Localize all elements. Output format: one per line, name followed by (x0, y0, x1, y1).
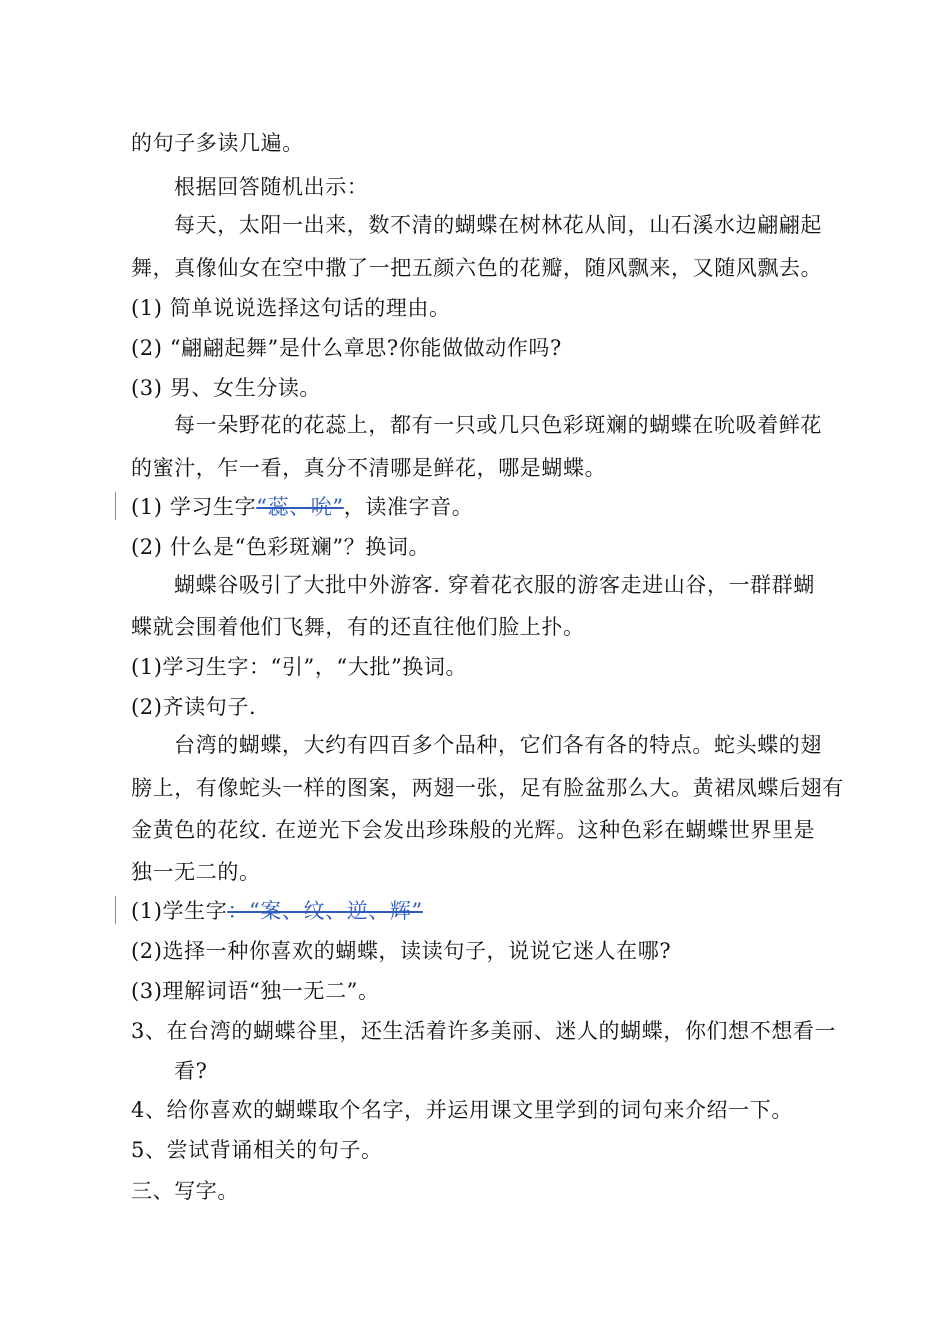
numbered-item: 5、尝试背诵相关的句子。 (131, 1138, 383, 1162)
numbered-item: 4、给你喜欢的蝴蝶取个名字，并运用课文里学到的词句来介绍一下。 (131, 1098, 793, 1122)
passage-line: 舞，真像仙女在空中撒了一把五颜六色的花瓣，随风飘来，又随风飘去。 (131, 256, 823, 280)
list-item-text: (1) 学习生字 (131, 495, 257, 519)
list-item: (2) “翩翩起舞”是什么章思?你能做做动作吗? (131, 336, 562, 360)
passage-line: 台湾的蝴蝶，大约有四百多个品种，它们各有各的特点。蛇头蝶的翅 (174, 733, 822, 757)
list-item: (3) 男、女生分读。 (131, 376, 322, 400)
section-heading: 三、写字。 (131, 1179, 239, 1203)
passage-line: 膀上，有像蛇头一样的图案，两翅一张，足有脸盆那么大。黄裙凤蝶后翅有 (131, 776, 844, 800)
list-item: (2)齐读句子. (131, 695, 257, 719)
change-bar (115, 492, 116, 520)
list-item (131, 896, 423, 926)
list-item: (2) 什么是“色彩斑斓”？换词。 (131, 535, 431, 559)
passage-line: 蝶就会围着他们飞舞，有的还直往他们脸上扑。 (131, 615, 585, 639)
list-item: (2)选择一种你喜欢的蝴蝶，读读句子，说说它迷人在哪? (131, 939, 672, 963)
list-item: (1) 简单说说选择这句话的理由。 (131, 296, 451, 320)
passage-line: 每天，太阳一出来，数不清的蝴蝶在树林花从间，山石溪水边翩翩起 (174, 213, 822, 237)
numbered-item: 3、在台湾的蝴蝶谷里，还生活着许多美丽、迷人的蝴蝶，你们想不想看一 (131, 1019, 837, 1043)
numbered-item-continuation: 看? (174, 1059, 208, 1083)
passage-line: 蝴蝶谷吸引了大批中外游客. 穿着花衣服的游客走进山谷，一群群蝴 (174, 573, 815, 597)
passage-line: 独一无二的。 (131, 860, 261, 884)
list-item: (3)理解词语“独一无二”。 (131, 979, 380, 1003)
paragraph-line: 的句子多读几遍。 (131, 131, 304, 155)
paragraph-line: 根据回答随机出示： (174, 175, 369, 199)
deleted-text: ：“案、纹、逆、辉” (227, 899, 423, 923)
passage-line: 每一朵野花的花蕊上，都有一只或几只色彩斑斓的蝴蝶在吮吸着鲜花 (174, 413, 822, 437)
deleted-text: “蕊、吮” (256, 495, 344, 519)
passage-line: 金黄色的花纹. 在逆光下会发出珍珠般的光辉。这种色彩在蝴蝶世界里是 (131, 818, 816, 842)
list-item: (1)学习生字：“引”，“大批”换词。 (131, 655, 468, 679)
list-item (131, 492, 473, 522)
list-item-text: ，读准字音。 (343, 495, 474, 519)
change-bar (115, 896, 116, 924)
passage-line: 的蜜汁，乍一看，真分不清哪是鲜花，哪是蝴蝶。 (131, 456, 607, 480)
list-item-text: (1)学生字 (131, 899, 228, 923)
